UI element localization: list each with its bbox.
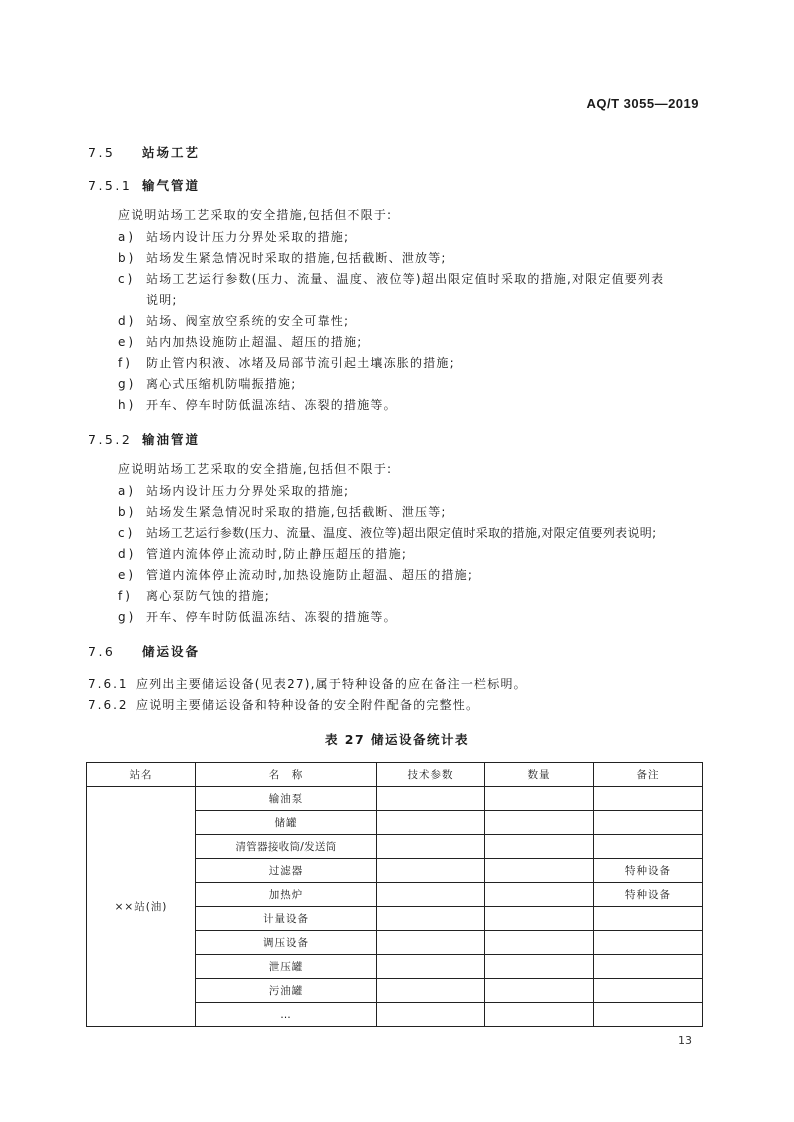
- list-item: [118, 587, 270, 604]
- list-mark: d): [118, 547, 137, 561]
- clause-text: 应说明主要储运设备和特种设备的安全附件配备的完整性。: [136, 698, 480, 712]
- list-mark: g): [118, 610, 137, 624]
- qty-cell: [485, 907, 594, 931]
- page-number: 13: [678, 1034, 692, 1047]
- equipment-name: 调压设备: [196, 931, 377, 955]
- list-mark: c): [118, 272, 136, 286]
- qty-cell: [485, 811, 594, 835]
- equipment-name: 输油泵: [196, 787, 377, 811]
- list-mark: b): [118, 505, 137, 519]
- list-item: [118, 354, 455, 371]
- param-cell: [377, 1003, 485, 1027]
- list-item: [118, 270, 664, 287]
- clause-text: 应列出主要储运设备(见表27),属于特种设备的应在备注一栏标明。: [136, 677, 527, 691]
- list-item: [118, 312, 349, 329]
- qty-cell: [485, 931, 594, 955]
- heading-title: 输气管道: [142, 178, 201, 193]
- list-text: 站场内设计压力分界处采取的措施;: [146, 484, 350, 498]
- heading-number: 7.5: [88, 145, 116, 160]
- intro-7-5-1: 应说明站场工艺采取的安全措施,包括但不限于:: [118, 208, 393, 222]
- qty-cell: [485, 979, 594, 1003]
- heading-title: 输油管道: [142, 432, 201, 447]
- heading-7-5-2: [88, 430, 200, 448]
- list-mark: h): [118, 398, 137, 412]
- list-text: 站场、阀室放空系统的安全可靠性;: [146, 314, 350, 328]
- param-cell: [377, 859, 485, 883]
- heading-7-5: [88, 143, 200, 161]
- list-item: [118, 333, 362, 350]
- list-text: 站场发生紧急情况时采取的措施,包括截断、泄放等;: [146, 251, 447, 265]
- list-item: [118, 524, 656, 541]
- equipment-name: …: [196, 1003, 377, 1027]
- list-mark: b): [118, 251, 137, 265]
- param-cell: [377, 835, 485, 859]
- note-cell: [594, 835, 703, 859]
- list-mark: e): [118, 335, 137, 349]
- clause-7-6-2: [88, 696, 479, 713]
- list-mark: a): [118, 230, 137, 244]
- table-header-row: [87, 763, 703, 787]
- param-cell: [377, 979, 485, 1003]
- equipment-name: 泄压罐: [196, 955, 377, 979]
- note-cell: [594, 811, 703, 835]
- list-text: 管道内流体停止流动时,加热设施防止超温、超压的措施;: [146, 568, 474, 582]
- qty-cell: [485, 787, 594, 811]
- qty-cell: [485, 859, 594, 883]
- list-text: 防止管内积液、冰堵及局部节流引起土壤冻胀的措施;: [146, 356, 455, 370]
- equipment-name: 储罐: [196, 811, 377, 835]
- param-cell: [377, 811, 485, 835]
- col-header-params: 技术参数: [377, 763, 485, 787]
- param-cell: [377, 931, 485, 955]
- col-header-quantity: 数量: [485, 763, 594, 787]
- equipment-name: 计量设备: [196, 907, 377, 931]
- clause-number: 7.6.1: [88, 677, 129, 691]
- standard-code: AQ/T 3055—2019: [586, 96, 699, 111]
- table-caption: 表 27 储运设备统计表: [324, 732, 470, 747]
- list-text: 站场工艺运行参数(压力、流量、温度、液位等)超出限定值时采取的措施,对限定值要列表说明;: [146, 526, 657, 540]
- equipment-name: 清管器接收筒/发送筒: [196, 835, 377, 859]
- qty-cell: [485, 1003, 594, 1027]
- list-item: [118, 228, 349, 245]
- list-text: 站内加热设施防止超温、超压的措施;: [146, 335, 363, 349]
- equipment-table: [86, 762, 703, 1027]
- intro-7-5-2: 应说明站场工艺采取的安全措施,包括但不限于:: [118, 462, 393, 476]
- heading-number: 7.6: [88, 644, 116, 659]
- param-cell: [377, 787, 485, 811]
- note-cell: [594, 931, 703, 955]
- list-item: [118, 566, 473, 583]
- heading-title: 储运设备: [142, 644, 201, 659]
- heading-title: 站场工艺: [142, 145, 201, 160]
- list-text: 站场内设计压力分界处采取的措施;: [146, 230, 350, 244]
- qty-cell: [485, 955, 594, 979]
- note-cell: 特种设备: [594, 883, 703, 907]
- equipment-name: 污油罐: [196, 979, 377, 1003]
- list-item: [118, 249, 447, 266]
- note-cell: [594, 1003, 703, 1027]
- param-cell: [377, 883, 485, 907]
- heading-7-5-1: [88, 176, 200, 194]
- qty-cell: [485, 883, 594, 907]
- table-row: [87, 787, 703, 811]
- list-item: [118, 396, 397, 413]
- param-cell: [377, 907, 485, 931]
- list-text: 管道内流体停止流动时,防止静压超压的措施;: [146, 547, 408, 561]
- note-cell: 特种设备: [594, 859, 703, 883]
- list-text: 开车、停车时防低温冻结、冻裂的措施等。: [146, 610, 397, 624]
- list-item: [118, 503, 447, 520]
- col-header-remarks: 备注: [594, 763, 703, 787]
- station-cell: ××站(油): [87, 787, 196, 1027]
- note-cell: [594, 955, 703, 979]
- note-cell: [594, 907, 703, 931]
- list-item: [118, 375, 296, 392]
- equipment-name: 加热炉: [196, 883, 377, 907]
- clause-number: 7.6.2: [88, 698, 129, 712]
- qty-cell: [485, 835, 594, 859]
- list-mark: d): [118, 314, 137, 328]
- list-text: 站场工艺运行参数(压力、流量、温度、液位等)超出限定值时采取的措施,对限定值要列表: [146, 272, 665, 286]
- list-text: 开车、停车时防低温冻结、冻裂的措施等。: [146, 398, 397, 412]
- note-cell: [594, 979, 703, 1003]
- list-mark: a): [118, 484, 137, 498]
- col-header-name: 名 称: [196, 763, 377, 787]
- list-mark: e): [118, 568, 137, 582]
- list-mark: f): [118, 356, 133, 370]
- list-mark: g): [118, 377, 137, 391]
- note-cell: [594, 787, 703, 811]
- heading-number: 7.5.2: [88, 432, 133, 447]
- list-item: [118, 482, 349, 499]
- list-text: 离心式压缩机防喘振措施;: [146, 377, 297, 391]
- list-text: 站场发生紧急情况时采取的措施,包括截断、泄压等;: [146, 505, 447, 519]
- heading-number: 7.5.1: [88, 178, 133, 193]
- list-text: 离心泵防气蚀的措施;: [146, 589, 271, 603]
- list-item: [118, 545, 407, 562]
- col-header-station: 站名: [87, 763, 196, 787]
- heading-7-6: [88, 642, 200, 660]
- list-mark: c): [118, 526, 136, 540]
- list-mark: f): [118, 589, 133, 603]
- equipment-name: 过滤器: [196, 859, 377, 883]
- clause-7-6-1: [88, 675, 527, 692]
- param-cell: [377, 955, 485, 979]
- list-item: [118, 608, 397, 625]
- list-text-continued: 说明;: [146, 293, 178, 307]
